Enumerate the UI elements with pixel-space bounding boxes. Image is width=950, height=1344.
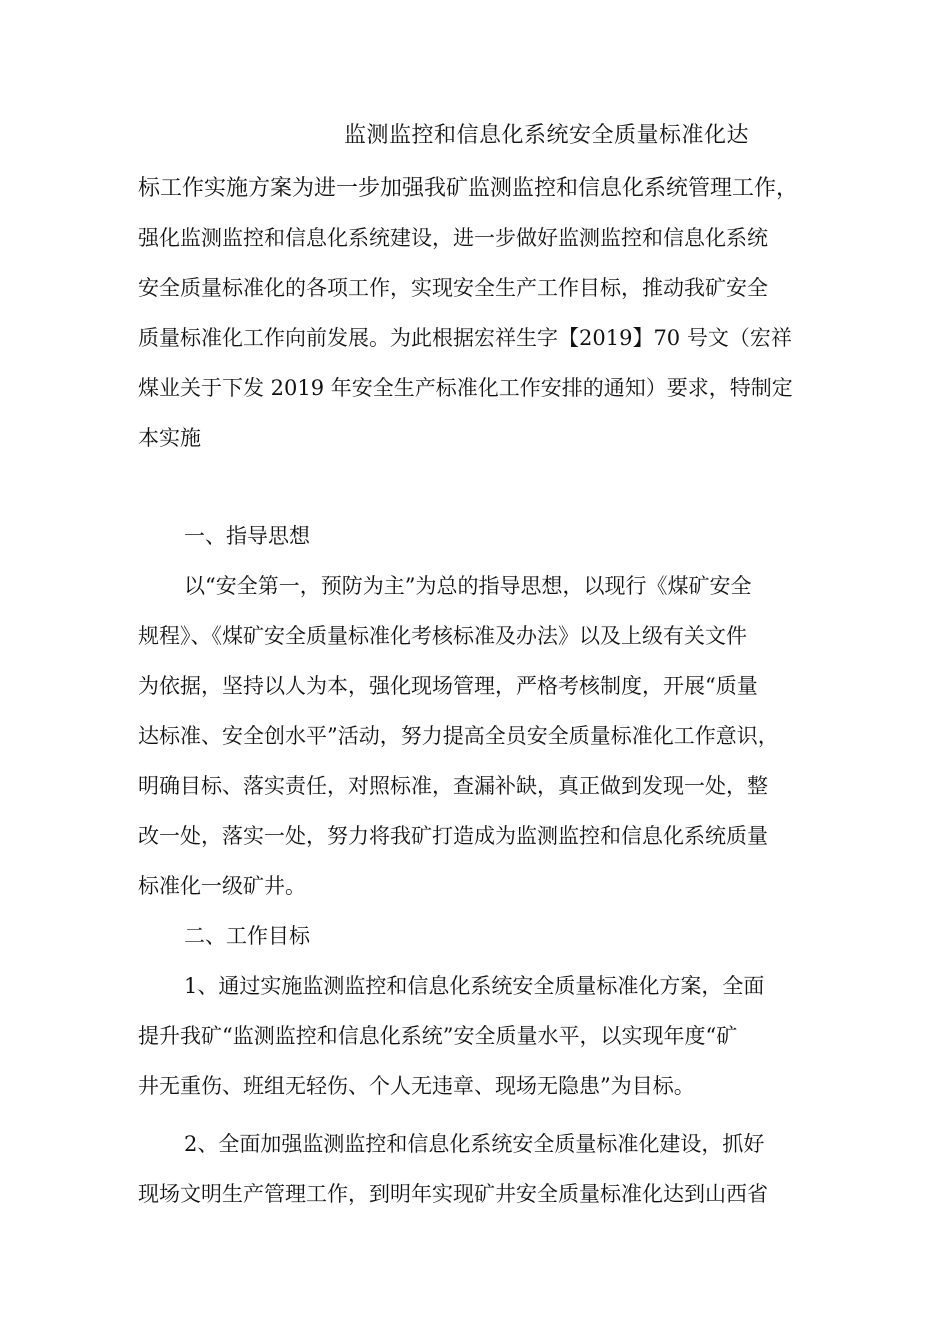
goal-item-line: 现场文明生产管理工作，到明年实现矿井安全质量标准化达到山西省 [138,1182,768,1206]
goal-item-line: 井无重伤、班组无轻伤、个人无违章、现场无隐患”为目标。 [138,1074,695,1098]
paragraph-line: 规程》、《煤矿安全质量标准化考核标准及办法》以及上级有关文件 [138,624,747,648]
section-heading-work-goals: 二、工作目标 [184,924,310,948]
goal-item-line: 2、全面加强监测监控和信息化系统安全质量标准化建设，抓好 [184,1132,765,1156]
intro-line: 强化监测监控和信息化系统建设，进一步做好监测监控和信息化系统 [138,226,768,250]
paragraph-line: 明确目标、落实责任，对照标准，查漏补缺，真正做到发现一处，整 [138,774,768,798]
goal-item-line: 1、通过实施监测监控和信息化系统安全质量标准化方案，全面 [184,974,765,998]
intro-line: 标工作实施方案为进一步加强我矿监测监控和信息化系统管理工作， [138,176,799,201]
intro-line: 本实施 [138,426,201,450]
paragraph-line: 为依据，坚持以人为本，强化现场管理，严格考核制度，开展“质量 [138,674,758,698]
section-heading-guiding-ideology: 一、指导思想 [184,524,310,548]
paragraph-line: 标准化一级矿井。 [138,874,306,898]
paragraph-line: 以“安全第一，预防为主”为总的指导思想，以现行《煤矿安全 [184,574,752,598]
document-title: 监测监控和信息化系统安全质量标准化达 [344,123,750,148]
intro-line: 质量标准化工作向前发展。为此根据宏祥生字【2019】70 号文（宏祥 [138,326,792,350]
paragraph-line: 改一处，落实一处，努力将我矿打造成为监测监控和信息化系统质量 [138,824,768,848]
intro-line: 煤业关于下发 2019 年安全生产标准化工作安排的通知）要求，特制定 [138,376,793,400]
paragraph-line: 达标准、安全创水平”活动，努力提高全员安全质量标准化工作意识， [138,724,779,748]
goal-item-line: 提升我矿“监测监控和信息化系统”安全质量水平，以实现年度“矿 [138,1024,738,1048]
intro-line: 安全质量标准化的各项工作，实现安全生产工作目标，推动我矿安全 [138,276,768,300]
